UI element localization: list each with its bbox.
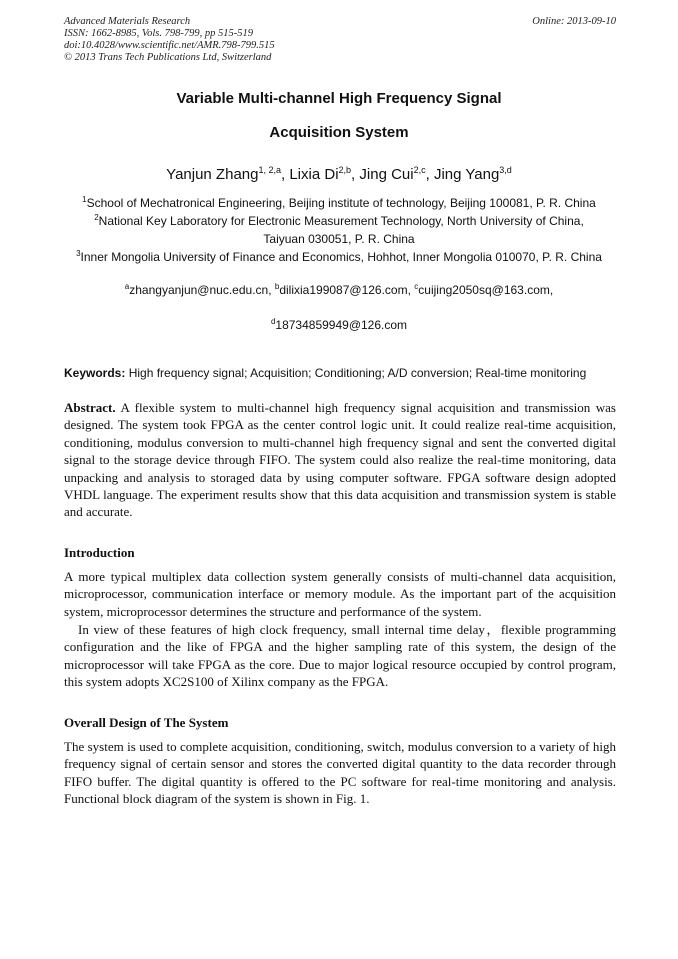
email-sup: d bbox=[270, 317, 276, 326]
paper-title-line-1: Variable Multi-channel High Frequency Signal bbox=[176, 90, 502, 107]
email-line-1 bbox=[0, 283, 678, 297]
email-sup: b bbox=[274, 282, 280, 291]
email-address: zhangyanjun@nuc.edu.cn, bbox=[129, 283, 275, 297]
email-address: cuijing2050sq@163.com, bbox=[418, 283, 554, 297]
author-name: Jing Yang bbox=[433, 166, 500, 183]
email-address: 18734859949@126.com bbox=[275, 318, 408, 332]
author-sup: 1, 2,a bbox=[258, 165, 281, 175]
author-sup: 2,b bbox=[338, 165, 352, 175]
affiliation-sup: 2 bbox=[94, 213, 99, 222]
affiliation-text: Inner Mongolia University of Finance and Economics, Hohhot, Inner Mongolia 010070, P. R. China bbox=[80, 250, 602, 264]
keywords-label: Keywords: bbox=[64, 366, 126, 380]
journal-header bbox=[64, 16, 616, 64]
section-heading-overall-design: Overall Design of The System bbox=[64, 715, 229, 730]
author-name: Jing Cui bbox=[359, 166, 414, 183]
affiliation-2-continued: Taiyuan 030051, P. R. China bbox=[263, 232, 415, 246]
email-sup: c bbox=[414, 282, 419, 291]
email-line-2 bbox=[0, 318, 678, 332]
affiliation-text: National Key Laboratory for Electronic Measurement Technology, North University of China, bbox=[98, 214, 584, 228]
author-name: Yanjun Zhang bbox=[166, 166, 259, 183]
journal-issn: ISSN: 1662-8985, Vols. 798-799, pp 515-519 bbox=[64, 28, 253, 39]
affiliation-sup: 1 bbox=[82, 195, 87, 204]
journal-doi: doi:10.4028/www.scientific.net/AMR.798-799.515 bbox=[64, 40, 275, 51]
keywords-text: High frequency signal; Acquisition; Conditioning; A/D conversion; Real-time monitoring bbox=[125, 366, 587, 380]
author-sep: , bbox=[351, 166, 360, 183]
author-sep: , bbox=[425, 166, 434, 183]
email-address: dilixia199087@126.com, bbox=[279, 283, 415, 297]
introduction-paragraph-2: In view of these features of high clock frequency, small internal time delay，flexible programming configuration and the like of FPGA and the higher sampling rate of this system, the design of the microprocessor will take FPGA as the core. Due to major logical resource occupied by control program, this system adopts XC2S100 of Xilinx company as the FPGA. bbox=[64, 622, 616, 690]
author-sup: 3,d bbox=[499, 165, 512, 175]
journal-copyright: © 2013 Trans Tech Publications Ltd, Switzerland bbox=[64, 52, 272, 63]
author-sup: 2,c bbox=[413, 165, 426, 175]
abstract-text: A flexible system to multi-channel high frequency signal acquisition and transmission was designed. The system took FPGA as the center control logic unit. It could realize real-time acquisition, conditioning, modulus conversion to multi-channel high frequency signal and sent the converted digital signal to the storage device through FIFO. The system could also realize the real-time monitoring, data unpacking and analysis to storaged data by using computer software. FPGA software design adopted VHDL language. The experiment results show that this data acquisition and transmission system is stable and accurate. bbox=[64, 400, 616, 520]
keywords bbox=[64, 366, 616, 380]
author-name: Lixia Di bbox=[289, 166, 339, 183]
email-sup: a bbox=[124, 282, 130, 291]
introduction-paragraph-1: A more typical multiplex data collection system generally consists of multi-channel data acquisition, microprocessor, communication interface or memory module. As the important part of the acquisition system, microprocessor determines the structure and performance of the system. bbox=[64, 569, 616, 619]
affiliation-1 bbox=[0, 196, 678, 211]
section-heading-introduction: Introduction bbox=[64, 545, 135, 560]
abstract bbox=[64, 399, 616, 521]
online-date: Online: 2013-09-10 bbox=[532, 16, 616, 27]
affiliation-text: School of Mechatronical Engineering, Beijing institute of technology, Beijing 100081, P. R. China bbox=[86, 196, 596, 210]
author-sep: , bbox=[281, 166, 290, 183]
paper-title-line-2: Acquisition System bbox=[269, 124, 409, 141]
author-list bbox=[0, 166, 678, 183]
affiliation-2 bbox=[0, 214, 678, 229]
affiliation-3 bbox=[0, 250, 678, 265]
abstract-label: Abstract. bbox=[64, 400, 116, 415]
overall-design-paragraph: The system is used to complete acquisition, conditioning, switch, modulus conversion to a variety of high frequency signal of certain sensor and stores the converted digital quantity to the data recorder through FIFO buffer. The digital quantity is offered to the PC software for real-time monitoring and analysis. Functional block diagram of the system is shown in Fig. 1. bbox=[64, 739, 616, 807]
affiliation-sup: 3 bbox=[76, 249, 81, 258]
journal-name: Advanced Materials Research bbox=[64, 16, 191, 27]
